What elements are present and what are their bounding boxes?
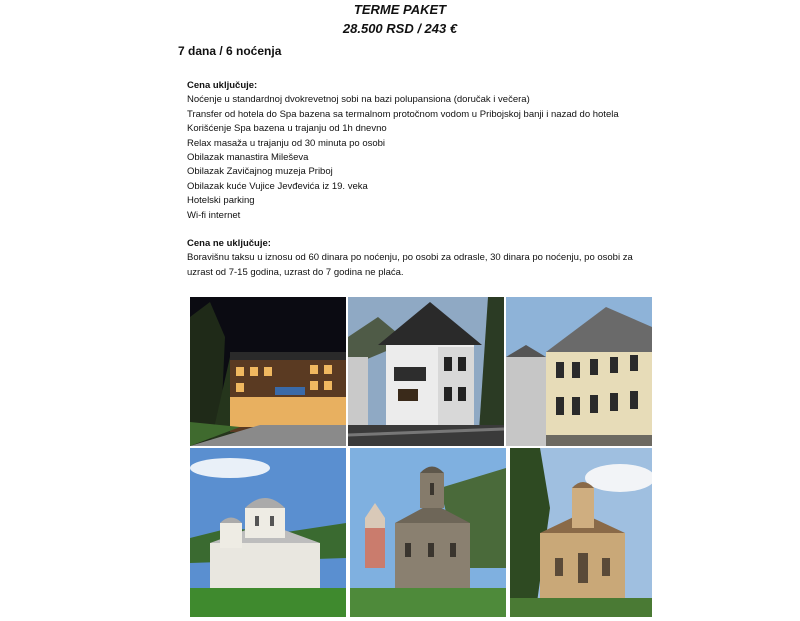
page-title: TERME PAKET [353,2,447,17]
hotel-night-photo [190,297,346,446]
included-item: Transfer od hotela do Spa bazena sa termalnom protočnom vodom u Pribojskoj banji i nazad do hotela [187,108,619,120]
monastery-white-photo [190,448,346,617]
excluded-text: Boravišnu taksu u iznosu od 60 dinara po noćenju, po osobi za odrasle, 30 dinara po noćenju, po osobi za uzrast od 7-15 godina, uzrast do 7 godina ne plaća. [187,252,633,278]
excluded-heading: Cena ne uključuje: [187,238,271,249]
included-item: Noćenje u standardnoj dvokrevetnoj sobi na bazi polupansiona (doručak i večera) [187,94,530,106]
included-item: Hotelski parking [187,195,255,207]
included-item: Korišćenje Spa bazena u trajanju od 1h dnevno [187,123,387,135]
included-item: Obilazak kuće Vujice Jevđevića iz 19. veka [187,180,368,192]
included-item: Obilazak Zavičajnog muzeja Priboj [187,166,333,178]
excluded-section [187,237,657,280]
package-price: 28.500 RSD / 243 € [342,21,458,36]
included-heading: Cena uključuje: [187,80,258,91]
included-section [187,79,619,223]
town-building-photo [506,297,652,446]
old-church-photo [510,448,652,617]
package-duration: 7 dana / 6 noćenja [178,44,282,58]
museum-house-photo [348,297,504,446]
included-item: Wi-fi internet [187,209,241,221]
photo-grid [190,297,652,617]
included-item: Relax masaža u trajanju od 30 minuta po osobi [187,137,386,149]
stone-church-photo [350,448,506,617]
included-item: Obilazak manastira Mileševa [187,152,309,164]
